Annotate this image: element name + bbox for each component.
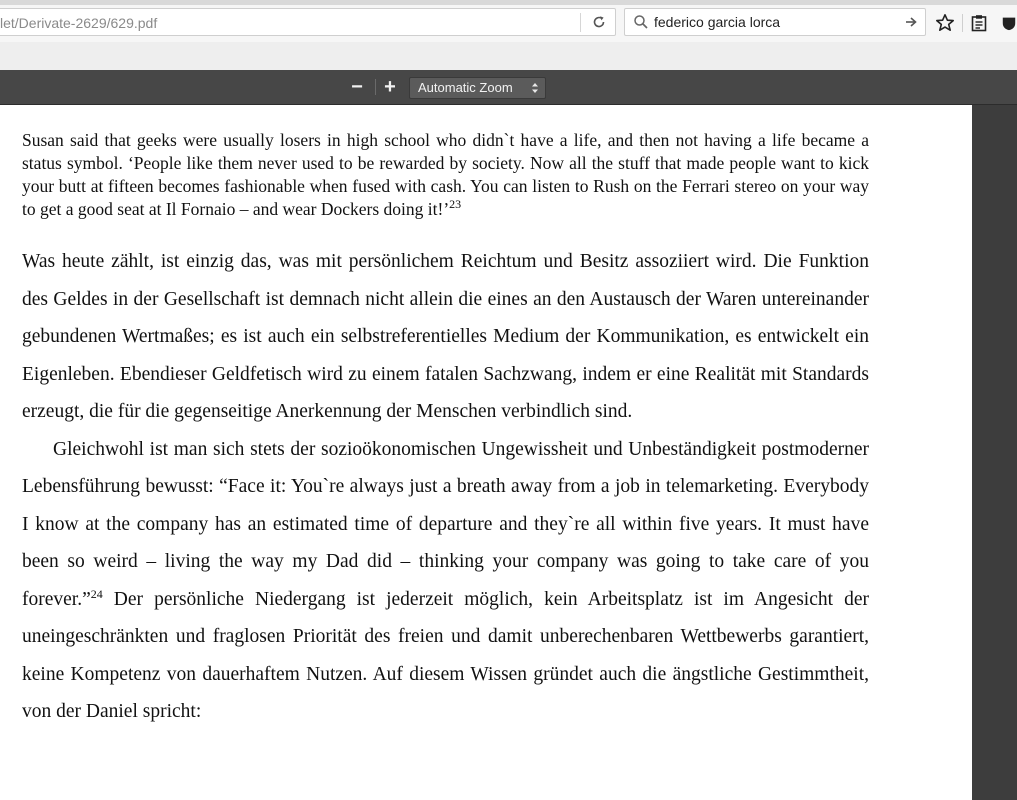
paragraph bbox=[22, 431, 869, 731]
block-quote bbox=[22, 129, 869, 221]
footnote-ref[interactable]: 24 bbox=[90, 586, 103, 601]
zoom-select[interactable] bbox=[409, 77, 546, 99]
url-text[interactable]: let/Derivate-2629/629.pdf bbox=[0, 15, 158, 31]
search-icon bbox=[633, 14, 649, 30]
zoom-out-button[interactable]: − bbox=[351, 75, 363, 98]
star-icon bbox=[935, 13, 955, 33]
pdf-viewer[interactable] bbox=[0, 105, 1017, 800]
search-bar[interactable] bbox=[624, 8, 926, 36]
clipboard-icon bbox=[970, 14, 988, 32]
shield-icon bbox=[1001, 14, 1017, 32]
pdf-page bbox=[0, 105, 972, 800]
reload-button[interactable] bbox=[586, 10, 612, 34]
paragraph: Was heute zählt, ist einzig das, was mit persönlichem Reichtum und Besitz assoziiert wird. Die Funktion des Geldes in der Gesellschaft ist demnach nicht allein die eines an den Austausch der Waren untereinander gebundenen Wertmaßes; es ist auch ein selbstreferentielles Medium der Kommunikation, es entwickelt ein Eigenleben. Ebendieser Geldfetisch wird zu einem fatalen Sachzwang, indem er eine Realität mit Standards erzeugt, die für die gegenseitige Anerkennung der Menschen verbindlich sind. bbox=[22, 251, 869, 422]
zoom-select-label: Automatic Zoom bbox=[418, 80, 513, 95]
footnote-ref[interactable]: 23 bbox=[449, 197, 462, 211]
viewer-background bbox=[972, 105, 1017, 800]
url-bar[interactable] bbox=[0, 8, 616, 36]
reading-list-button[interactable] bbox=[968, 12, 990, 34]
url-bar-divider bbox=[580, 13, 581, 32]
search-input[interactable] bbox=[654, 12, 894, 32]
toolbar-divider bbox=[962, 14, 963, 32]
paragraph-text: Der persönliche Niedergang ist jederzeit möglich, kein Arbeitsplatz ist im Angesicht der uneingeschränkten und fraglosen Priorität des freien und damit unberechenbaren Wettbewerbs garantiert, keine Kompetenz von dauerhaftem Nutzen. Auf diesem Wissen gründet auch die ängstliche Gestimmtheit, von der Daniel spricht: bbox=[22, 588, 869, 722]
page-text bbox=[22, 129, 869, 731]
search-go-button[interactable] bbox=[901, 12, 921, 32]
zoom-divider bbox=[375, 79, 376, 95]
bookmark-button[interactable] bbox=[934, 12, 956, 34]
quote-text: Susan said that geeks were usually losers in high school who didn`t have a life, and then not having a life became a status symbol. ‘People like them never used to be rewarded by society. Now all the stuff that made people want to kick your butt at fifteen becomes fashionable when fused with cash. You can listen to Rush on the Ferrari stereo on your way to get a good seat at Il Fornaio – and wear Dockers doing it!’ bbox=[22, 130, 869, 219]
toolbar-gap bbox=[0, 42, 1017, 70]
arrow-right-icon bbox=[904, 15, 918, 29]
reload-icon bbox=[592, 15, 606, 29]
pocket-button[interactable] bbox=[1001, 12, 1017, 34]
zoom-in-button[interactable]: + bbox=[384, 75, 396, 98]
select-arrows-icon bbox=[531, 81, 539, 95]
pdf-toolbar bbox=[0, 70, 1017, 105]
paragraph-text: Gleichwohl ist man sich stets der sozioökonomischen Ungewissheit und Unbeständigkeit postmoderner Lebensführung bewusst: “Face it: You`re always just a breath away from a job in telemarketing. Everybody I know at the company has an estimated time of departure and they`re all within five years. It must have been so weird – living the way my Dad did – thinking your company was going to take care of you forever.” bbox=[22, 438, 869, 610]
